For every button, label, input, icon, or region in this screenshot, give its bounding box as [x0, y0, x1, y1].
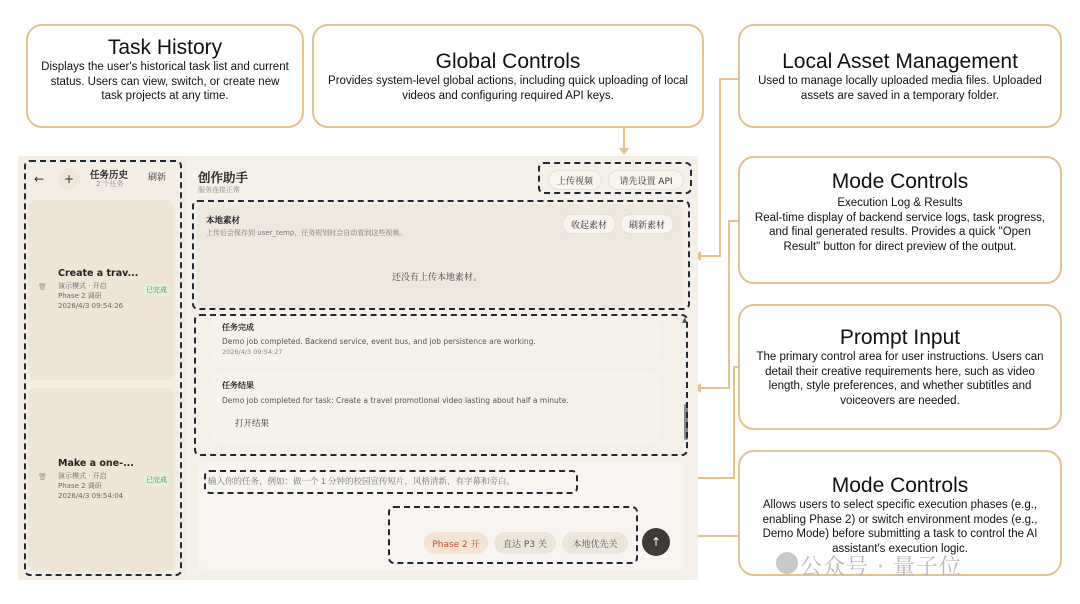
open-result-button[interactable]: 打开结果 — [234, 419, 269, 429]
trash-icon[interactable]: 🗑 — [38, 473, 47, 481]
task-time: 2026/4/3 09:54:04 — [58, 492, 124, 500]
connector-assets — [719, 78, 739, 80]
log-heading: 任务完成 — [222, 323, 254, 332]
connector-global — [623, 128, 625, 150]
task-time: 2026/4/3 09:54:26 — [58, 302, 124, 310]
task-meta: Phase 2 调研 — [58, 292, 102, 300]
trash-icon[interactable]: 🗑 — [38, 283, 47, 291]
callout-mode-controls-log — [738, 156, 1062, 284]
task-meta: 演示模式 · 开启 — [58, 472, 107, 480]
assets-title: 本地素材 — [206, 216, 241, 226]
add-task-icon[interactable]: + — [58, 168, 80, 190]
send-icon[interactable]: ↑ — [642, 528, 670, 556]
task-meta: Phase 2 调研 — [58, 482, 102, 490]
callout-prompt-input — [738, 304, 1062, 430]
connector-assets — [719, 78, 721, 256]
phase2-toggle[interactable]: Phase 2 开 — [424, 532, 488, 554]
connector-log — [700, 387, 730, 389]
callout-global-controls — [312, 24, 704, 128]
log-card — [210, 372, 660, 444]
sidebar-title: 任务历史 — [90, 170, 129, 181]
page-title: 创作助手 — [198, 170, 249, 185]
callout-desc: Provides system-level global actions, including quick uploading of local videos and configuring required API keys. — [328, 75, 688, 102]
task-item[interactable] — [28, 200, 174, 380]
app-window — [18, 156, 698, 580]
back-icon[interactable]: ← — [33, 172, 45, 186]
status-badge: 已完成 — [146, 476, 167, 484]
log-text: Demo job completed. Backend service, event bus, and job persistence are working. — [222, 337, 536, 346]
assets-desc: 上传后会保存到 user_temp，任务规划时会自动看到这些视频。 — [206, 229, 407, 237]
callout-desc: Used to manage locally uploaded media files. Uploaded assets are saved in a temporary folder. — [758, 75, 1042, 102]
prompt-input[interactable] — [208, 476, 568, 486]
task-title: Create a trav... — [58, 268, 139, 279]
set-api-button[interactable]: 请先设置 API — [608, 170, 684, 190]
task-meta: 演示模式 · 开启 — [58, 282, 107, 290]
scroll-up-icon[interactable]: ▲ — [682, 316, 688, 324]
callout-title: Local Asset Management — [782, 50, 1018, 73]
callout-title: Mode Controls — [831, 170, 969, 193]
local-assets-panel — [196, 204, 682, 308]
log-text: Demo job completed for task: Create a travel promotional video lasting about half a minute. — [222, 396, 569, 405]
watermark: 公众号 · 量子位 — [800, 555, 962, 580]
callout-desc: Displays the user's historical task list and current status. Users can view, switch, or create new task projects at any time. — [41, 61, 289, 102]
connection-status: 服务连接正常 — [198, 186, 240, 194]
callout-desc: The primary control area for user instructions. Users can detail their creative requirements here, such as video length, style preferences, and whether subtitles and voiceovers are needed. — [756, 351, 1044, 407]
scrollbar[interactable] — [684, 404, 688, 440]
status-badge: 已完成 — [146, 286, 167, 294]
callout-title: Task History — [107, 36, 223, 59]
log-card — [210, 316, 660, 362]
task-title: Make a one-... — [58, 458, 134, 469]
callout-subtitle: Execution Log & Results — [837, 197, 963, 209]
sidebar-count: 2 个任务 — [96, 180, 124, 188]
execution-log-panel — [196, 316, 688, 454]
callout-desc: Real-time display of backend service logs, task progress, and final generated results. Provides a quick "Open Result" button for direct preview of the output. — [754, 211, 1046, 253]
callout-title: Mode Controls — [831, 474, 969, 497]
log-time: 2026/4/3 09:54:27 — [222, 348, 283, 356]
callout-title: Prompt Input — [839, 326, 961, 349]
collapse-assets-button[interactable]: 收起素材 — [562, 214, 616, 234]
sidebar-header — [24, 166, 180, 192]
refresh-assets-button[interactable]: 刷新素材 — [620, 214, 674, 234]
local-first-toggle[interactable]: 本地优先关 — [562, 532, 628, 554]
connector-log — [728, 220, 730, 388]
assets-empty-state: 还没有上传本地素材。 — [392, 273, 483, 283]
main-panel — [186, 156, 698, 580]
log-heading: 任务结果 — [222, 381, 254, 390]
callout-desc: Allows users to select specific execution phases (e.g., enabling Phase 2) or switch environment modes (e.g., Demo Mode) before submitting a task to control the AI assistant's execution logic. — [762, 499, 1038, 555]
sidebar-refresh-button[interactable]: 刷新 — [148, 173, 167, 183]
connector-prompt — [733, 366, 735, 478]
callout-local-assets — [738, 24, 1062, 128]
task-history-sidebar — [18, 156, 184, 580]
callout-title: Global Controls — [435, 50, 581, 73]
connector-assets — [700, 255, 721, 257]
direct-p3-toggle[interactable]: 直达 P3 关 — [494, 532, 556, 554]
callout-task-history — [26, 24, 304, 128]
wechat-icon — [776, 552, 798, 574]
upload-video-button[interactable]: 上传视频 — [548, 170, 602, 190]
connector-arrow — [619, 148, 629, 155]
task-item[interactable] — [28, 388, 174, 572]
prompt-area — [198, 462, 684, 570]
